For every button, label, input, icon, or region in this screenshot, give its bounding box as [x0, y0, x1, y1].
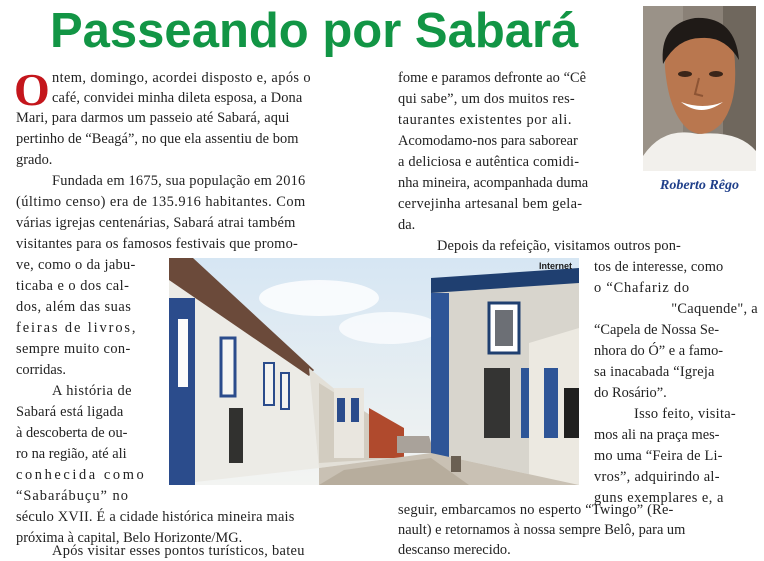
- text-line: o “Chafariz do: [594, 280, 690, 296]
- text-line: descanso merecido.: [398, 542, 511, 558]
- text-line: Depois da refeição, visitamos outros pon-: [437, 238, 681, 254]
- text-line: pertinho de “Beagá”, no que ela assentiu de bom: [16, 131, 299, 147]
- text-line: nha mineira, acompanhada duma: [398, 175, 589, 191]
- text-line: sa inacabada “Igreja: [594, 364, 715, 380]
- text-line: conhecida como: [16, 467, 147, 483]
- street-photo: [169, 258, 579, 485]
- text-line: grado.: [16, 152, 53, 168]
- text-line: feiras de livros,: [16, 320, 138, 336]
- text-line: nhora do Ó” e a famo-: [594, 343, 724, 359]
- text-line: vros”, adquirindo al-: [594, 469, 720, 485]
- photo-credit: Internet: [538, 261, 572, 271]
- text-line: Após visitar esses pontos turísticos, bateu: [52, 543, 305, 559]
- text-line: qui sabe”, um dos muitos res-: [398, 91, 575, 107]
- text-line: “Capela de Nossa Se-: [594, 322, 720, 338]
- headline: Passeando por Sabará: [50, 4, 579, 58]
- text-line: várias igrejas centenárias, Sabará atrai também: [16, 215, 296, 231]
- text-line: mos ali na praça mes-: [594, 427, 720, 443]
- text-line: à descoberta de ou-: [16, 425, 128, 441]
- text-line: fome e paramos defronte ao “Cê: [398, 70, 587, 86]
- text-line: (último censo) era de 135.916 habitantes. Com: [16, 194, 306, 210]
- text-line: corridas.: [16, 362, 66, 378]
- text-line: A história de: [52, 383, 133, 399]
- text-line: Acomodamo-nos para saborear: [398, 133, 578, 149]
- text-line: ve, como o da jabu-: [16, 257, 136, 273]
- text-line: guns exemplares e, a: [594, 490, 724, 506]
- text-line: próxima à capital, Belo Horizonte/MG.: [16, 530, 243, 546]
- text-line: Isso feito, visita-: [634, 406, 737, 422]
- text-line: a deliciosa e autêntica comidi-: [398, 154, 580, 170]
- text-line: taurantes existentes por ali.: [398, 112, 573, 128]
- text-line: “Sabarábuçu” no: [16, 488, 129, 504]
- text-line: visitantes para os famosos festivais que promo-: [16, 236, 298, 252]
- text-line: do Rosário”.: [594, 385, 667, 401]
- text-line: nault) e retornamos à nossa sempre Belô, para um: [398, 522, 686, 538]
- author-photo: [643, 6, 756, 171]
- text-line: sempre muito con-: [16, 341, 131, 357]
- author-caption: Roberto Rêgo: [660, 178, 739, 193]
- text-line: ticaba e o dos cal-: [16, 278, 130, 294]
- text-line: século XVII. É a cidade histórica mineira mais: [16, 509, 295, 525]
- text-line: seguir, embarcamos no esperto “Twingo” (Re-: [398, 502, 674, 518]
- text-line: "Caquende", a: [671, 301, 758, 317]
- text-line: tos de interesse, como: [594, 259, 724, 275]
- text-line: Mari, para darmos um passeio até Sabará, aqui: [16, 110, 290, 126]
- text-line: ntem, domingo, acordei disposto e, após o: [52, 70, 312, 86]
- drop-cap: O: [14, 64, 50, 115]
- text-line: café, convidei minha dileta esposa, a Dona: [52, 90, 303, 106]
- text-line: cervejinha artesanal bem gela-: [398, 196, 583, 212]
- text-line: mo uma “Feira de Li-: [594, 448, 723, 464]
- text-line: Sabará está ligada: [16, 404, 124, 420]
- text-line: Fundada em 1675, sua população em 2016: [52, 173, 306, 189]
- text-line: ro na região, até ali: [16, 446, 127, 462]
- text-line: dos, além das suas: [16, 299, 132, 315]
- text-line: da.: [398, 217, 416, 233]
